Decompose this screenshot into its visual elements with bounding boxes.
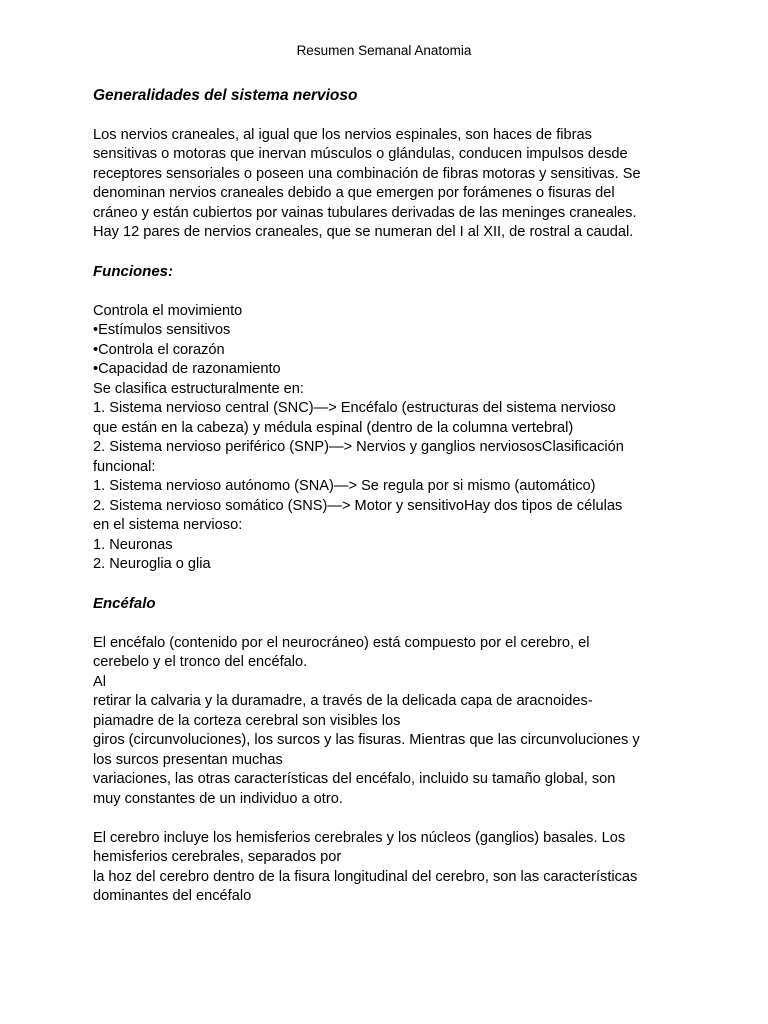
text-line: Hay 12 pares de nervios craneales, que se numeran del I al XII, de rostral a caudal. (93, 224, 634, 240)
text-line: El cerebro incluye los hemisferios cerebrales y los núcleos (ganglios) basales. Los (93, 829, 626, 846)
text-line: giros (circunvoluciones), los surcos y las fisuras. Mientras que las circunvoluciones y (93, 732, 640, 748)
text-line: Al (93, 673, 106, 690)
text-line: que están en la cabeza) y médula espinal (dentro de la columna vertebral) (93, 419, 574, 436)
text-line: los surcos presentan muchas (93, 751, 283, 768)
list-item: •Capacidad de razonamiento (93, 361, 281, 377)
text-line: Los nervios craneales, al igual que los nervios espinales, son haces de fibras (93, 126, 592, 143)
text-line: receptores sensoriales o poseen una combinación de fibras motoras y sensitivas. Se (93, 165, 641, 182)
text-line: la hoz del cerebro dentro de la fisura longitudinal del cerebro, son las características (93, 868, 638, 885)
text-line: El encéfalo (contenido por el neurocráneo) está compuesto por el cerebro, el (93, 634, 590, 651)
list-item: 1. Neuronas (93, 536, 173, 553)
list-item: 1. Sistema nervioso central (SNC)—> Encéfalo (estructuras del sistema nervioso (93, 400, 616, 416)
section-heading-encefalo: Encéfalo (93, 595, 156, 612)
text-line: hemisferios cerebrales, separados por (93, 849, 342, 865)
text-line: piamadre de la corteza cerebral son visibles los (93, 712, 401, 729)
list-item: 2. Sistema nervioso somático (SNS)—> Motor y sensitivoHay dos tipos de células (93, 497, 623, 514)
text-line: muy constantes de un individuo a otro. (93, 790, 343, 807)
paragraph-encefalo-2 (93, 829, 683, 907)
text-line: cerebelo y el tronco del encéfalo. (93, 654, 308, 670)
text-line: dominantes del encéfalo (93, 888, 252, 904)
text-line: funcional: (93, 458, 156, 475)
section-heading-funciones: Funciones: (93, 263, 174, 280)
list-item: •Controla el corazón (93, 341, 225, 358)
list-item: •Estímulos sensitivos (93, 322, 231, 338)
text-line: Controla el movimiento (93, 302, 243, 319)
page-header: Resumen Semanal Anatomia (296, 43, 472, 58)
text-line: denominan nervios craneales debido a que emergen por forámenes o fisuras del (93, 185, 615, 201)
section-heading-generalidades: Generalidades del sistema nervioso (93, 87, 358, 104)
text-line: Se clasifica estructuralmente en: (93, 380, 304, 397)
text-line: en el sistema nervioso: (93, 517, 243, 533)
paragraph-encefalo-1 (93, 634, 683, 810)
paragraph-generalidades (93, 126, 683, 243)
document-body (93, 86, 683, 907)
paragraph-funciones (93, 302, 683, 575)
text-line: variaciones, las otras características del encéfalo, incluido su tamaño global, son (93, 771, 616, 787)
list-item: 2. Sistema nervioso periférico (SNP)—> Nervios y ganglios nerviososClasificación (93, 439, 624, 455)
text-line: retirar la calvaria y la duramadre, a través de la delicada capa de aracnoides- (93, 693, 593, 709)
list-item: 1. Sistema nervioso autónomo (SNA)—> Se regula por si mismo (automático) (93, 478, 596, 494)
list-item: 2. Neuroglia o glia (93, 556, 211, 572)
text-line: sensitivas o motoras que inervan músculos o glándulas, conducen impulsos desde (93, 146, 628, 162)
text-line: cráneo y están cubiertos por vainas tubulares derivadas de las meninges craneales. (93, 204, 637, 221)
